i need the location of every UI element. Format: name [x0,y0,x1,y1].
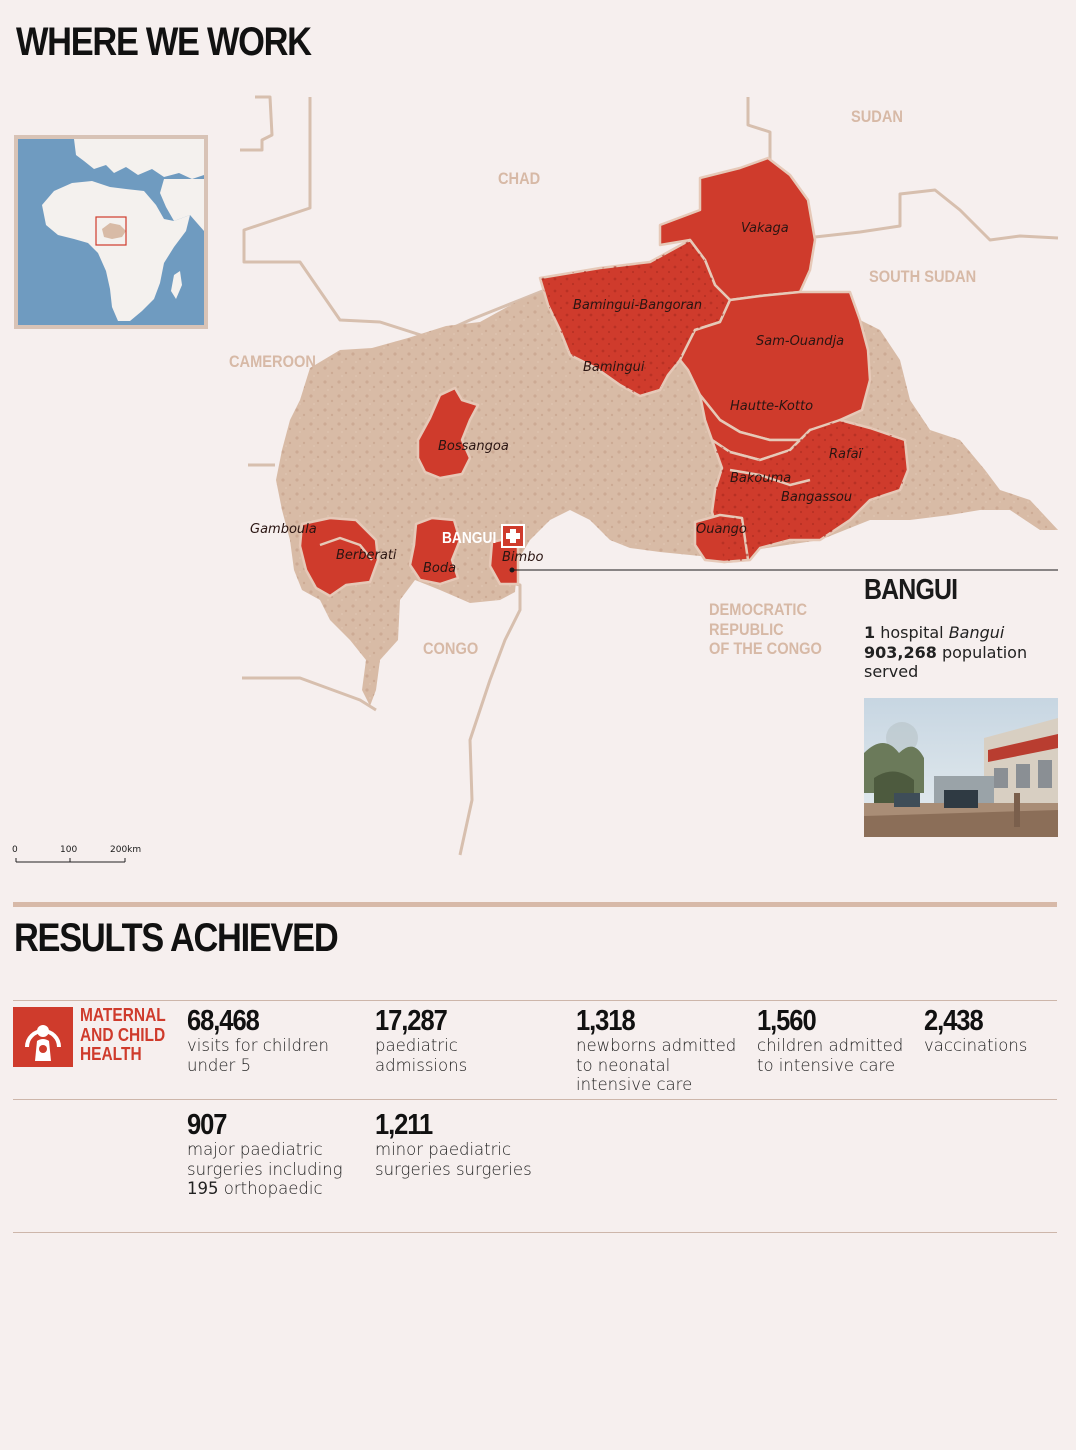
where-we-work-heading: WHERE WE WORK [16,20,311,64]
stat-major-surgeries: 907 major paediatric surgeries including 195 orthopaedic [187,1109,343,1198]
region-label-ouango: Ouango [696,522,747,537]
country-label-sudan: SUDAN [851,107,903,126]
bangui-panel-title: BANGUI [864,574,958,606]
stat-vaccinations: 2,438 vaccinations [924,1005,1028,1055]
region-label-sam-ouandja: Sam-Ouandja [756,334,845,349]
population-line: 903,268 population served [864,642,1028,681]
bangui-hospital-photo [864,698,1058,837]
region-label-rafai: Rafaï [829,447,863,462]
city-label-bangui: BANGUI [442,530,497,547]
category-label: MATERNAL AND CHILD HEALTH [80,1005,166,1064]
stat-minor-surgeries: 1,211 minor paediatric surgeries surgeries [375,1109,532,1179]
mother-and-child-icon [13,1007,73,1067]
section-divider [13,902,1057,907]
region-label-bimbo: Bimbo [502,550,544,565]
results-rule-top [13,1000,1057,1001]
region-label-boda: Boda [423,561,457,576]
results-achieved-heading: RESULTS ACHIEVED [14,916,338,960]
country-label-cameroon: CAMEROON [229,352,316,371]
country-label-drc-1: DEMOCRATIC [709,600,807,619]
region-label-vakaga: Vakaga [741,221,789,236]
scale-label-zero: 0 [12,845,18,855]
region-label-bossangoa: Bossangoa [438,439,509,454]
region-label-berberati: Berberati [336,548,397,563]
country-label-south-sudan: SOUTH SUDAN [869,267,977,286]
region-label-bamingui-bangoran: Bamingui-Bangoran [573,298,703,313]
region-label-bamingui: Bamingui [583,360,645,375]
results-rule-bottom [13,1232,1057,1233]
region-label-bakouma: Bakouma [730,471,792,486]
hospital-line: 1 hospital Bangui [864,623,1005,642]
scale-bar [16,858,125,862]
country-label-congo: CONGO [423,639,479,658]
stat-newborns-neonatal: 1,318 newborns admitted to neonatal intensive care [576,1005,737,1094]
stat-visits-children: 68,468 visits for children under 5 [187,1005,329,1075]
scale-label-max: 200km [110,845,142,855]
region-label-hautte-kotto: Hautte-Kotto [730,399,814,414]
bangui-panel-info [864,623,1054,682]
region-label-bangassou: Bangassou [781,490,853,505]
country-label-chad: CHAD [498,169,541,188]
country-label-drc-3: OF THE CONGO [709,639,822,658]
results-rule-mid [13,1099,1057,1100]
stat-paediatric-admissions: 17,287 paediatric admissions [375,1005,468,1075]
scale-label-mid: 100 [60,845,78,855]
region-label-gamboula: Gamboula [250,522,317,537]
stat-children-intensive: 1,560 children admitted to intensive care [757,1005,904,1075]
country-label-drc-2: REPUBLIC [709,620,784,639]
